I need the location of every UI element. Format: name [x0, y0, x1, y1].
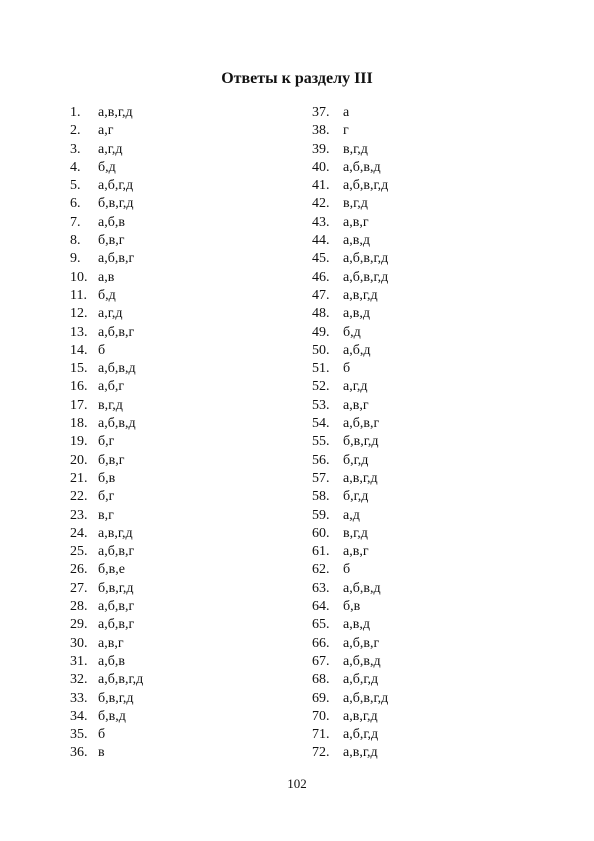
answer-options: а,б,в,г: [98, 544, 135, 560]
question-number: 16.: [70, 379, 88, 395]
answer-options: в,г,д: [343, 196, 368, 212]
question-number: 27.: [70, 580, 88, 596]
answer-row: [312, 452, 388, 470]
answer-row: [312, 525, 388, 543]
answer-options: а,б,в: [98, 653, 125, 669]
answer-row: [312, 580, 388, 598]
answer-options: а,г,д: [98, 141, 123, 157]
answer-options: б,в,д: [98, 708, 126, 724]
answer-options: а,в: [98, 269, 115, 285]
question-number: 40.: [312, 159, 330, 175]
question-number: 14.: [70, 342, 88, 358]
answer-row: [312, 104, 388, 122]
answer-options: а,в,г,д: [343, 745, 378, 761]
question-number: 24.: [70, 525, 88, 541]
answer-row: [70, 470, 143, 488]
answer-row: [70, 616, 143, 634]
answer-row: [312, 324, 388, 342]
question-number: 36.: [70, 745, 88, 761]
answer-options: а,б,в,г,д: [98, 672, 144, 688]
answer-row: [70, 141, 143, 159]
answer-row: [70, 580, 143, 598]
answer-options: а,б,в,д: [98, 416, 136, 432]
answer-row: [70, 452, 143, 470]
answer-row: [312, 415, 388, 433]
answer-row: [70, 635, 143, 653]
answer-options: а,б,в,г: [343, 416, 380, 432]
answer-options: а,в,г: [98, 635, 124, 651]
answer-row: [70, 415, 143, 433]
question-number: 54.: [312, 416, 330, 432]
question-number: 25.: [70, 544, 88, 560]
answer-row: [312, 470, 388, 488]
answer-options: а,б,в,г,д: [343, 690, 389, 706]
answer-row: [312, 305, 388, 323]
answer-row: [312, 232, 388, 250]
answer-options: в,г,д: [343, 525, 368, 541]
answer-options: а,г,д: [98, 306, 123, 322]
page-number: 102: [287, 776, 307, 791]
answer-row: [312, 287, 388, 305]
question-number: 44.: [312, 233, 330, 249]
question-number: 17.: [70, 397, 88, 413]
question-number: 49.: [312, 324, 330, 340]
answer-row: [70, 744, 143, 762]
answer-row: [312, 177, 388, 195]
question-number: 2.: [70, 123, 81, 139]
answer-options: б,в,г: [98, 452, 125, 468]
question-number: 12.: [70, 306, 88, 322]
question-number: 4.: [70, 159, 81, 175]
answer-row: [312, 708, 388, 726]
answer-options: а,в,г,д: [343, 708, 378, 724]
answer-row: [70, 525, 143, 543]
answer-row: [312, 653, 388, 671]
question-number: 38.: [312, 123, 330, 139]
answer-row: [312, 378, 388, 396]
question-number: 63.: [312, 580, 330, 596]
question-number: 29.: [70, 617, 88, 633]
answer-options: а,в,д: [343, 306, 370, 322]
answer-options: а,б,в: [98, 214, 125, 230]
question-number: 21.: [70, 470, 88, 486]
answer-options: б,в,г,д: [98, 690, 134, 706]
answer-options: а,б,д: [343, 342, 371, 358]
answer-options: б,в,г,д: [343, 434, 379, 450]
answer-options: а,б,г,д: [98, 178, 134, 194]
answer-row: [70, 488, 143, 506]
answer-row: [70, 726, 143, 744]
question-number: 9.: [70, 251, 81, 267]
answer-row: [312, 726, 388, 744]
answer-options: а,б,в,д: [343, 653, 381, 669]
answer-options: в,г,д: [343, 141, 368, 157]
answer-options: а,в,г: [343, 214, 369, 230]
question-number: 37.: [312, 105, 330, 120]
answer-options: а,в,г,д: [98, 105, 133, 120]
question-number: 57.: [312, 470, 330, 486]
question-number: 51.: [312, 361, 330, 377]
answer-row: [312, 616, 388, 634]
answer-options: б,в,г,д: [98, 580, 134, 596]
answer-options: в,г: [98, 507, 114, 523]
answer-row: [70, 561, 143, 579]
question-number: 1.: [70, 105, 81, 120]
answer-options: а,б,в,д: [98, 361, 136, 377]
question-number: 10.: [70, 269, 88, 285]
question-number: 71.: [312, 727, 330, 743]
answer-options: б: [343, 562, 351, 578]
answer-options: а,б,г,д: [343, 672, 379, 688]
answer-options: б,г: [98, 489, 115, 505]
question-number: 23.: [70, 507, 88, 523]
question-number: 18.: [70, 416, 88, 432]
answer-row: [312, 671, 388, 689]
question-number: 55.: [312, 434, 330, 450]
answer-row: [70, 671, 143, 689]
question-number: 3.: [70, 141, 81, 157]
answer-row: [70, 397, 143, 415]
answer-options: а,б,г: [98, 379, 125, 395]
question-number: 60.: [312, 525, 330, 541]
answer-row: [70, 195, 143, 213]
answer-options: г: [343, 123, 349, 139]
answer-row: [70, 159, 143, 177]
answer-options: б,д: [98, 159, 116, 175]
question-number: 30.: [70, 635, 88, 651]
answer-options: б,в,г: [98, 233, 125, 249]
question-number: 41.: [312, 178, 330, 194]
answer-row: [70, 708, 143, 726]
answer-row: [312, 250, 388, 268]
page-title: Ответы к разделу III: [221, 70, 373, 87]
answer-row: [312, 397, 388, 415]
question-number: 56.: [312, 452, 330, 468]
question-number: 42.: [312, 196, 330, 212]
question-number: 26.: [70, 562, 88, 578]
answer-options: б,г: [98, 434, 115, 450]
question-number: 70.: [312, 708, 330, 724]
question-number: 5.: [70, 178, 81, 194]
question-number: 33.: [70, 690, 88, 706]
answer-options: в,г,д: [98, 397, 123, 413]
answer-options: б,в: [343, 599, 361, 615]
answer-options: а,б,г,д: [343, 727, 379, 743]
answer-row: [70, 104, 143, 122]
answer-options: б: [343, 361, 351, 377]
question-number: 69.: [312, 690, 330, 706]
answer-row: [312, 635, 388, 653]
answer-row: [312, 214, 388, 232]
question-number: 45.: [312, 251, 330, 267]
question-number: 67.: [312, 653, 330, 669]
answer-row: [312, 543, 388, 561]
question-number: 32.: [70, 672, 88, 688]
answer-options: а,б,в,д: [343, 580, 381, 596]
answer-row: [312, 360, 388, 378]
question-number: 66.: [312, 635, 330, 651]
answer-options: а: [343, 105, 350, 120]
question-number: 62.: [312, 562, 330, 578]
question-number: 72.: [312, 745, 330, 761]
answer-row: [70, 177, 143, 195]
answer-options: б,д: [98, 287, 116, 303]
question-number: 13.: [70, 324, 88, 340]
answer-options: а,г,д: [343, 379, 368, 395]
answer-row: [312, 342, 388, 360]
answer-row: [312, 269, 388, 287]
answer-row: [70, 342, 143, 360]
answer-options: б,г,д: [343, 489, 369, 505]
question-number: 68.: [312, 672, 330, 688]
question-number: 46.: [312, 269, 330, 285]
answer-options: а,в,г,д: [343, 287, 378, 303]
answer-row: [70, 543, 143, 561]
answer-row: [70, 250, 143, 268]
answer-options: а,д: [343, 507, 360, 523]
answer-row: [70, 214, 143, 232]
answer-options: а,б,в,г,д: [343, 178, 389, 194]
answer-row: [70, 507, 143, 525]
answer-options: б,г,д: [343, 452, 369, 468]
question-number: 22.: [70, 489, 88, 505]
answer-row: [312, 507, 388, 525]
answer-row: [70, 269, 143, 287]
answer-row: [70, 378, 143, 396]
answer-options: б,в,е: [98, 562, 125, 578]
answer-options: а,в,г,д: [343, 470, 378, 486]
answer-options: б,в,г,д: [98, 196, 134, 212]
answer-options: а,б,в,г: [98, 617, 135, 633]
answer-options: а,в,д: [343, 233, 370, 249]
answer-options: а,б,в,д: [343, 159, 381, 175]
answers-column-right: [312, 104, 388, 763]
answer-options: а,в,г: [343, 544, 369, 560]
question-number: 47.: [312, 287, 330, 303]
question-number: 8.: [70, 233, 81, 249]
answer-options: а,б,в,г: [98, 324, 135, 340]
question-number: 50.: [312, 342, 330, 358]
answer-row: [70, 305, 143, 323]
question-number: 52.: [312, 379, 330, 395]
answer-options: а,в,г,д: [98, 525, 133, 541]
question-number: 65.: [312, 617, 330, 633]
answer-row: [70, 324, 143, 342]
answer-row: [70, 232, 143, 250]
answer-options: в: [98, 745, 105, 761]
answer-row: [312, 744, 388, 762]
question-number: 48.: [312, 306, 330, 322]
answer-options: а,г: [98, 123, 114, 139]
answer-row: [312, 159, 388, 177]
answer-row: [70, 433, 143, 451]
question-number: 20.: [70, 452, 88, 468]
question-number: 34.: [70, 708, 88, 724]
answer-row: [70, 122, 143, 140]
answer-options: а,б,в,г: [98, 251, 135, 267]
answer-row: [312, 690, 388, 708]
question-number: 64.: [312, 599, 330, 615]
question-number: 6.: [70, 196, 81, 212]
answer-options: а,б,в,г: [343, 635, 380, 651]
answer-options: б,д: [343, 324, 361, 340]
question-number: 7.: [70, 214, 81, 230]
answer-row: [70, 287, 143, 305]
answer-row: [70, 690, 143, 708]
question-number: 31.: [70, 653, 88, 669]
question-number: 15.: [70, 361, 88, 377]
answer-options: а,в,г: [343, 397, 369, 413]
answer-row: [312, 598, 388, 616]
question-number: 19.: [70, 434, 88, 450]
answer-row: [312, 122, 388, 140]
question-number: 11.: [70, 287, 87, 303]
answer-options: б: [98, 342, 106, 358]
answer-options: а,б,в,г,д: [343, 251, 389, 267]
answer-options: б,в: [98, 470, 116, 486]
answer-row: [312, 488, 388, 506]
answers-column-left: [70, 104, 143, 763]
answer-row: [312, 433, 388, 451]
question-number: 53.: [312, 397, 330, 413]
answer-row: [70, 598, 143, 616]
answer-options: б: [98, 727, 106, 743]
answer-row: [312, 561, 388, 579]
answer-row: [70, 653, 143, 671]
question-number: 28.: [70, 599, 88, 615]
answer-row: [70, 360, 143, 378]
question-number: 59.: [312, 507, 330, 523]
answer-row: [312, 141, 388, 159]
answer-row: [312, 195, 388, 213]
answer-options: а,в,д: [343, 617, 370, 633]
question-number: 58.: [312, 489, 330, 505]
answer-options: а,б,в,г: [98, 599, 135, 615]
question-number: 35.: [70, 727, 88, 743]
answer-options: а,б,в,г,д: [343, 269, 389, 285]
question-number: 61.: [312, 544, 330, 560]
question-number: 39.: [312, 141, 330, 157]
question-number: 43.: [312, 214, 330, 230]
